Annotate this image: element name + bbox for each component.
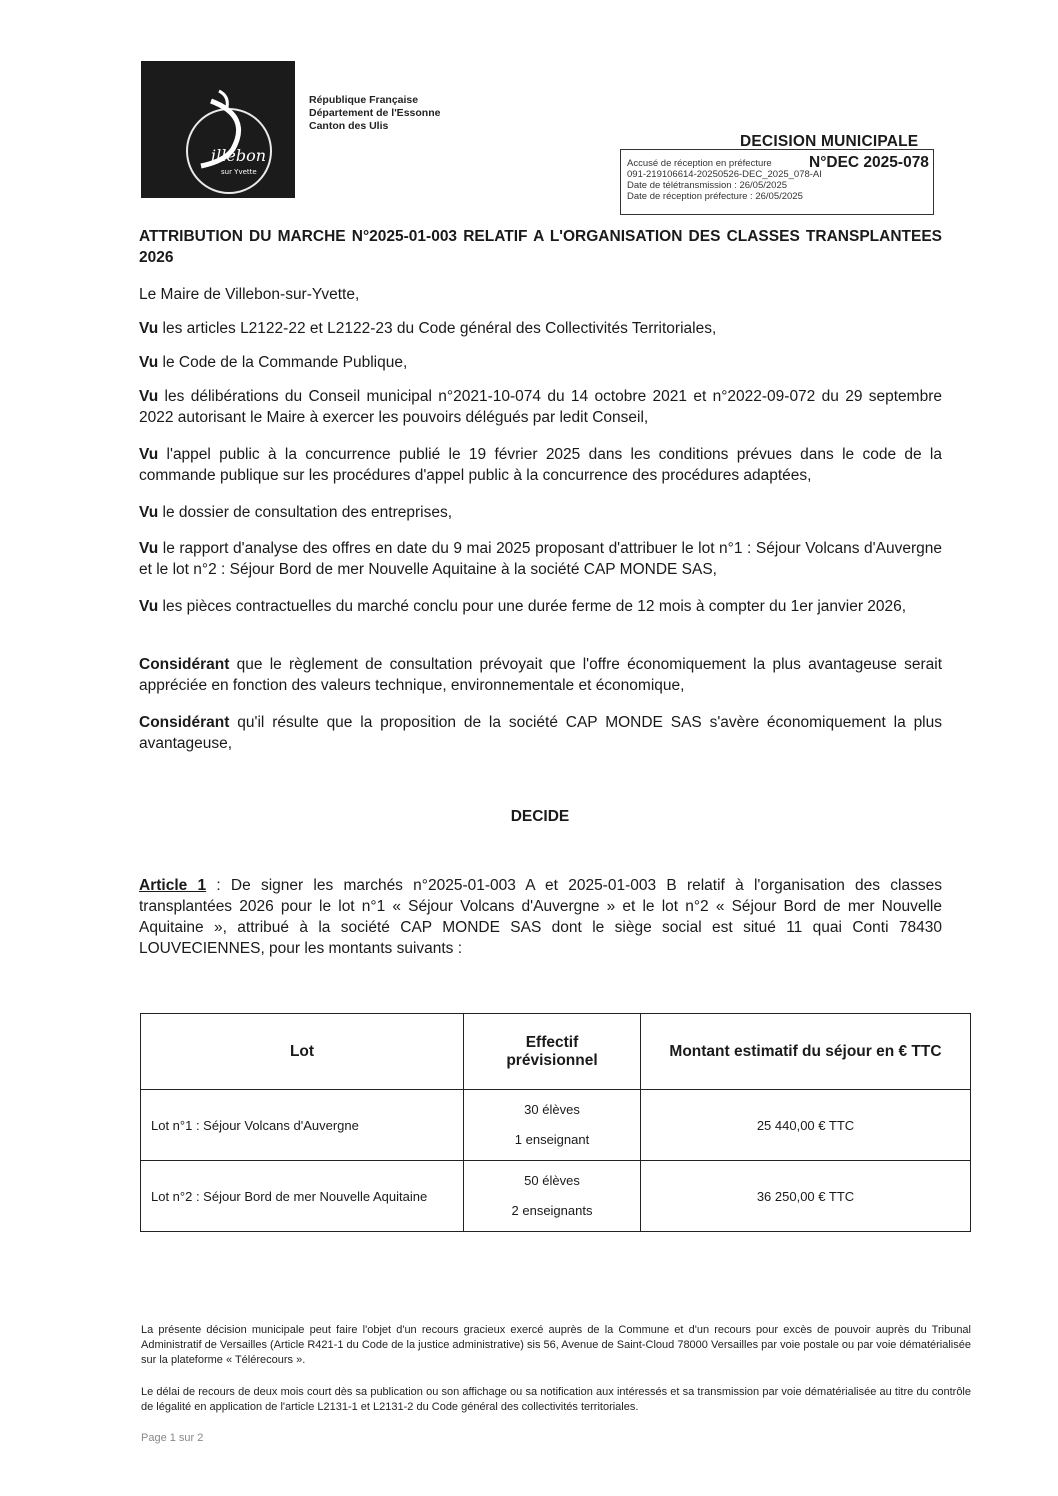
lot-cell: Lot n°2 : Séjour Bord de mer Nouvelle Aquitaine (141, 1161, 464, 1232)
amount-cell: 36 250,00 € TTC (641, 1161, 971, 1232)
header-line: Département de l'Essonne (309, 107, 441, 119)
effectif-cell: 50 élèves 2 enseignants (464, 1161, 641, 1232)
decision-number: N°DEC 2025-078 (809, 154, 929, 171)
effectif-cell: 30 élèves 1 enseignant (464, 1090, 641, 1161)
visa-paragraph: Vu le Code de la Commande Publique, (139, 354, 408, 371)
considerant-paragraph: Considérant que le règlement de consultation prévoyait que l'offre économiquement la plus avantageuse serait appréciée en fonction des valeurs technique, environnementale et économique, (139, 656, 942, 694)
decide-heading: DECIDE (510, 808, 570, 825)
visa-paragraph: Vu le rapport d'analyse des offres en date du 9 mai 2025 proposant d'attribuer le lot n°1 : Séjour Volcans d'Auvergne et le lot n°2 : Séjour Bord de mer Nouvelle Aquitaine à la société CAP MONDE SAS, (139, 540, 942, 578)
appeal-notice: La présente décision municipale peut faire l'objet d'un recours gracieux exercé auprès de la Commune et d'un recours pour excès de pouvoir auprès du Tribunal Administratif de Versailles (Article R421-1 du Code de la justice administrative) sis 56, Avenue de Saint-Cloud 78000 Versailles par voie postale ou par voie dématérialisée sur la plateforme « Télérecours ». (141, 1324, 971, 1366)
considerant-paragraph: Considérant qu'il résulte que la proposition de la société CAP MONDE SAS s'avère économiquement la plus avantageuse, (139, 714, 942, 752)
visa-paragraph: Vu les délibérations du Conseil municipal n°2021-10-074 du 14 octobre 2021 et n°2022-09-072 du 29 septembre 2022 autorisant le Maire à exercer les pouvoirs délégués par ledit Conseil, (139, 388, 942, 426)
stamp-line: Date de télétransmission : 26/05/2025 (627, 180, 788, 191)
republic-header (309, 94, 440, 133)
amount-cell: 25 440,00 € TTC (641, 1090, 971, 1161)
visa-paragraph: Vu les articles L2122-22 et L2122-23 du Code général des Collectivités Territoriales, (139, 320, 717, 337)
visa-paragraph: Vu le dossier de consultation des entreprises, (139, 504, 453, 521)
document-title: ATTRIBUTION DU MARCHE N°2025-01-003 RELATIF A L'ORGANISATION DES CLASSES TRANSPLANTEES 2026 (139, 228, 942, 266)
column-header: Montant estimatif du séjour en € TTC (641, 1014, 971, 1090)
stamp-line: Accusé de réception en préfecture (627, 158, 772, 169)
table-header-row (141, 1014, 971, 1090)
header-line: République Française (309, 94, 419, 106)
logo-subtext: sur Yvette (221, 168, 257, 176)
stamp-line: 091-219106614-20250526-DEC_2025_078-AI (627, 169, 822, 180)
table-row (141, 1161, 971, 1232)
visa-paragraph: Vu les pièces contractuelles du marché conclu pour une durée ferme de 12 mois à compter du 1er janvier 2026, (139, 598, 907, 615)
visa-paragraph: Vu l'appel public à la concurrence publié le 19 février 2025 dans les conditions prévues dans le code de la commande publique sur les procédures d'appel public à la concurrence des procédures adaptées, (139, 446, 942, 484)
municipal-logo (141, 61, 295, 198)
header-line: Canton des Ulis (309, 120, 389, 132)
lot-cell: Lot n°1 : Séjour Volcans d'Auvergne (141, 1090, 464, 1161)
intro-line: Le Maire de Villebon-sur-Yvette, (139, 286, 360, 303)
decision-title: DECISION MUNICIPALE (740, 133, 919, 150)
logo-text: illebon (211, 146, 266, 165)
article-1: Article 1 : De signer les marchés n°2025-01-003 A et 2025-01-003 B relatif à l'organisation des classes transplantées 2026 pour le lot n°1 « Séjour Volcans d'Auvergne » et le lot n°2 « Séjour Bord de mer Nouvelle Aquitaine », attribué à la société CAP MONDE SAS dont le siège social est situé 11 quai Conti 78430 LOUVECIENNES, pour les montants suivants : (139, 877, 942, 957)
lots-table (140, 1013, 971, 1232)
column-header: Effectif prévisionnel (464, 1014, 641, 1090)
column-header: Lot (141, 1014, 464, 1090)
appeal-delay-notice: Le délai de recours de deux mois court dès sa publication ou son affichage ou sa notification aux intéressés et sa transmission par voie dématérialisée au titre du contrôle de légalité en application de l'article L2131-1 et L2131-2 du Code général des collectivités territoriales. (141, 1386, 971, 1413)
stamp-line: Date de réception préfecture : 26/05/2025 (627, 191, 803, 202)
page-number: Page 1 sur 2 (141, 1432, 204, 1444)
article-label: Article 1 (139, 877, 207, 894)
table-row (141, 1090, 971, 1161)
